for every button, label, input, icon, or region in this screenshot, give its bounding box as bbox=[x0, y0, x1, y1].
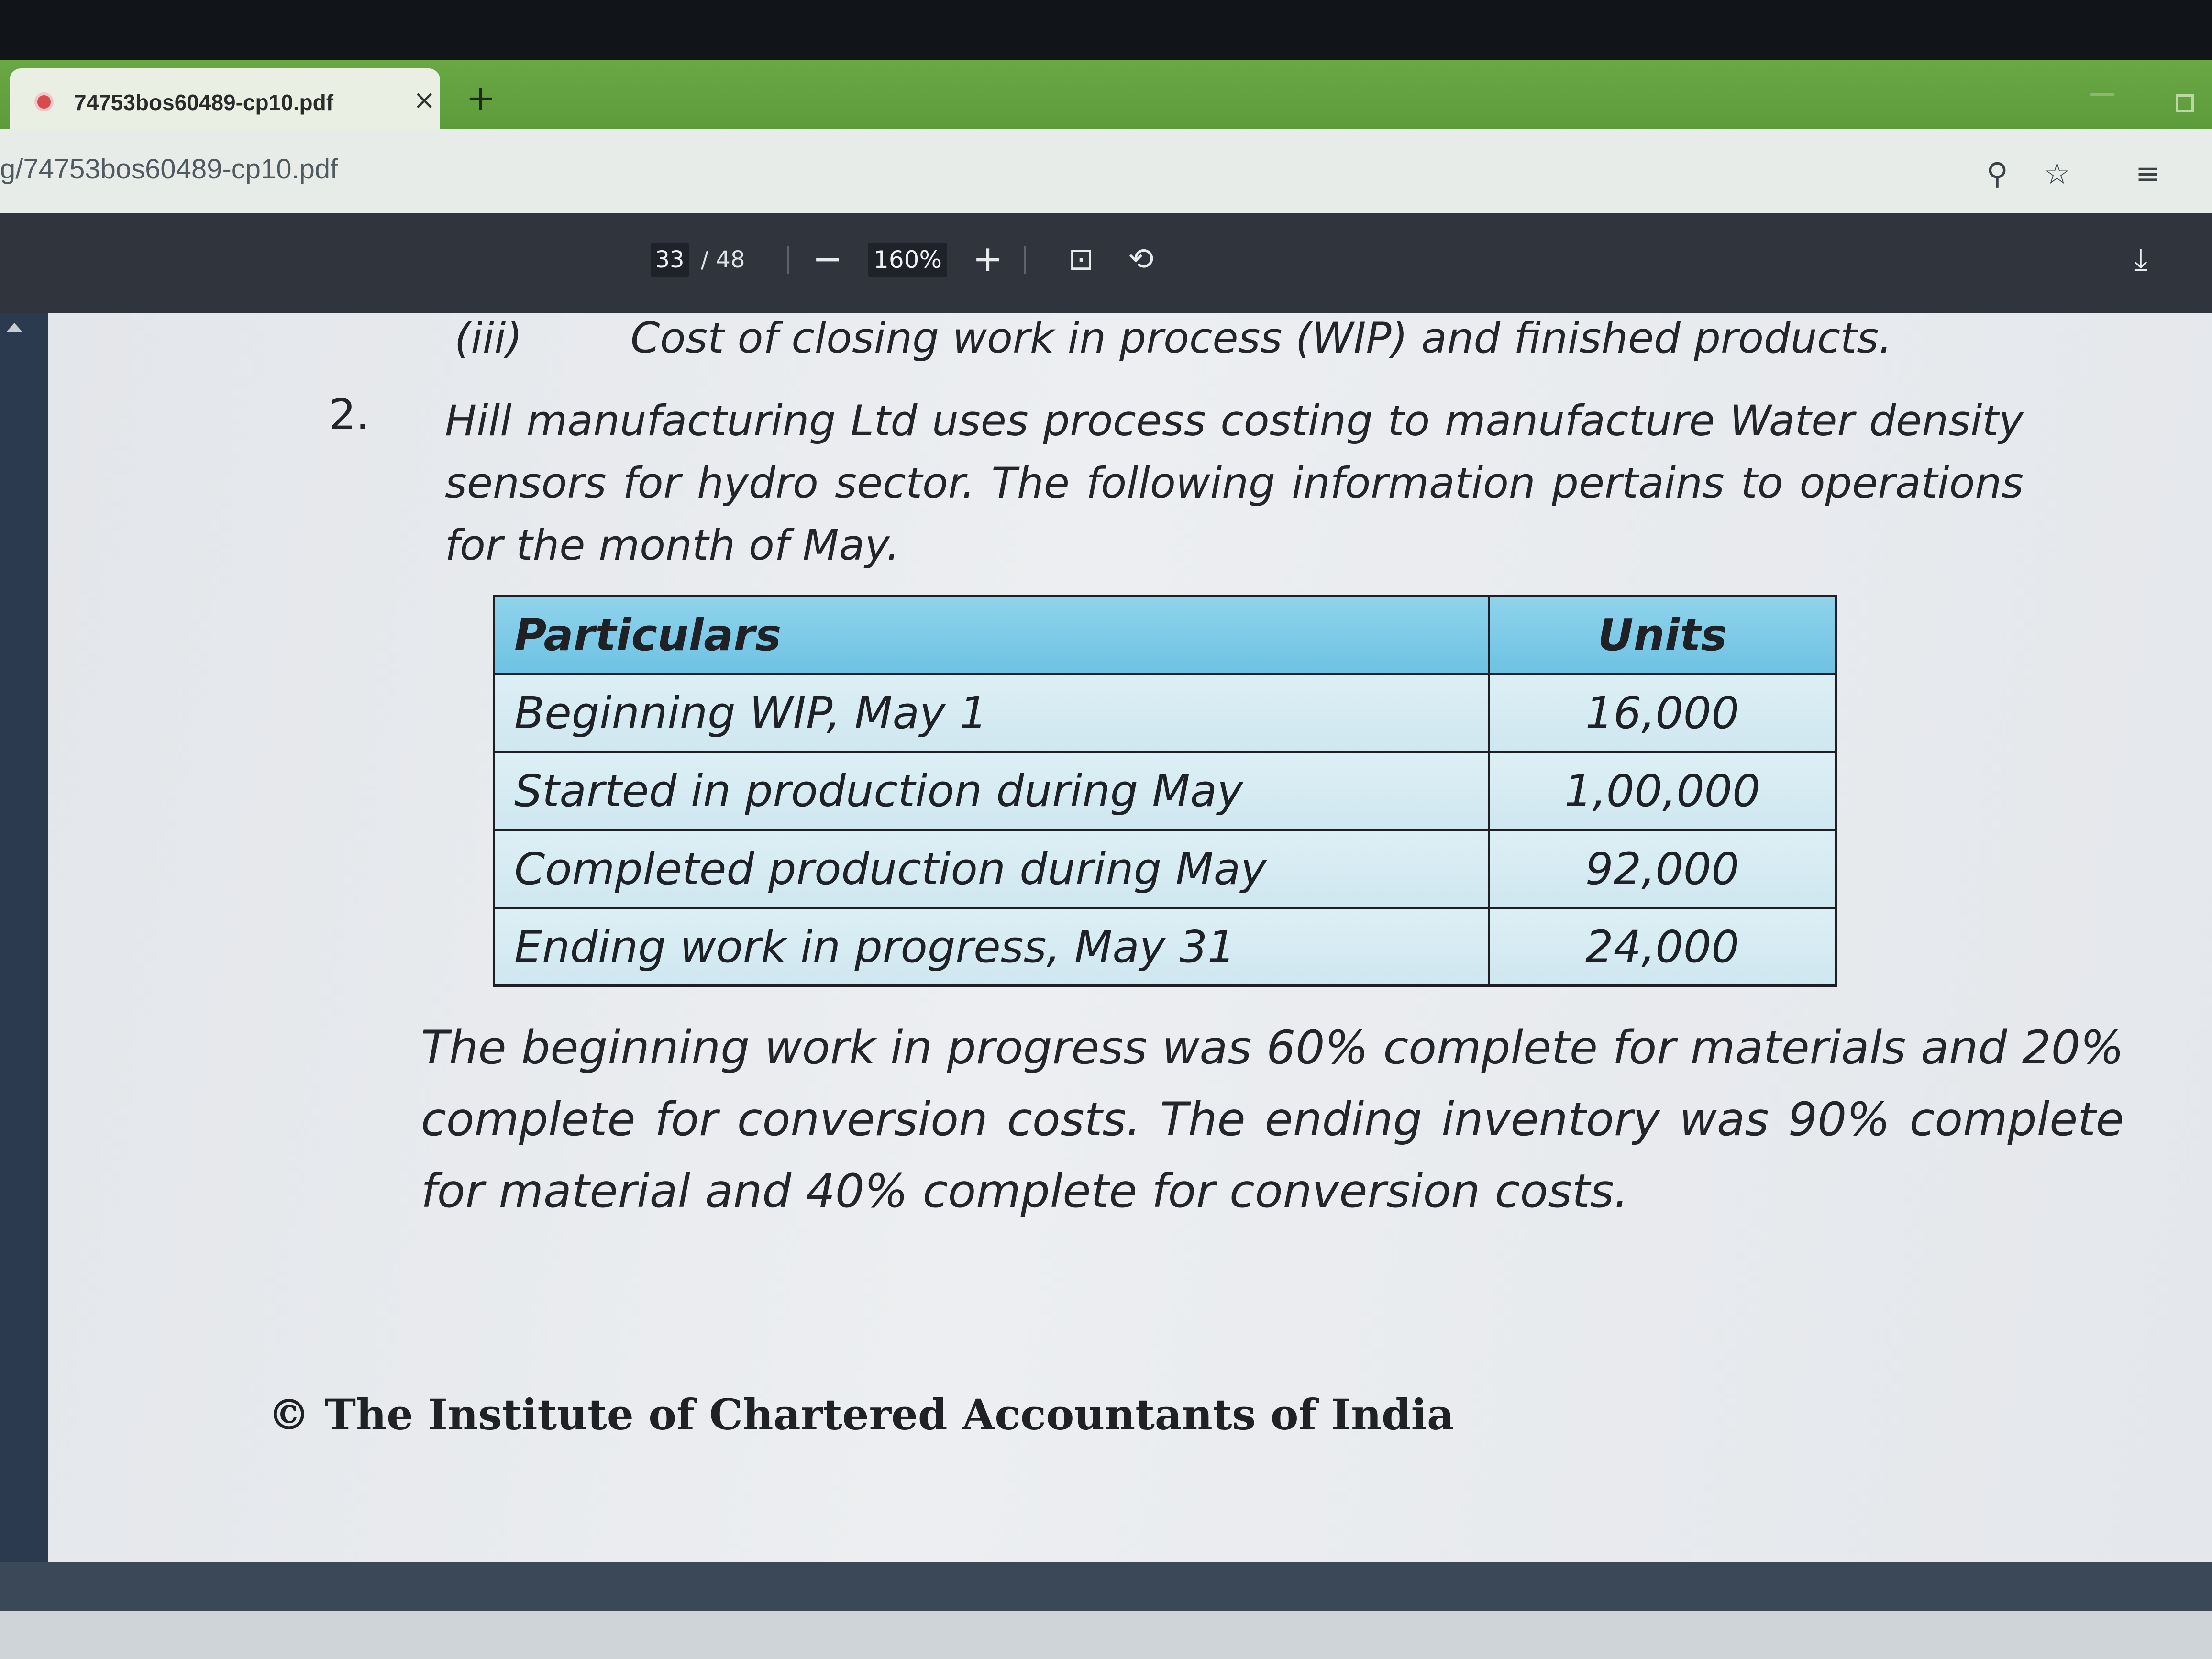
item-number: (iii) bbox=[454, 313, 523, 363]
zoom-out-button[interactable]: − bbox=[812, 237, 843, 280]
reading-list-icon[interactable]: ≡ bbox=[2135, 156, 2160, 191]
zoom-level-input[interactable]: 160% bbox=[868, 243, 947, 277]
units-cell: 92,000 bbox=[1489, 830, 1836, 908]
page-total: / 48 bbox=[701, 246, 745, 273]
table-row bbox=[494, 752, 1836, 830]
new-tab-button[interactable]: + bbox=[465, 77, 496, 119]
toolbar-divider bbox=[787, 246, 789, 274]
minimize-icon[interactable] bbox=[2090, 93, 2114, 96]
maximize-icon[interactable] bbox=[2176, 94, 2194, 112]
pdf-page bbox=[48, 313, 2212, 1562]
table-header-row bbox=[494, 596, 1836, 674]
screen-bezel bbox=[0, 0, 2212, 62]
pdf-viewer[interactable] bbox=[0, 313, 2212, 1567]
copyright-footer: © The Institute of Chartered Accountants of India bbox=[268, 1390, 1455, 1439]
pdf-toolbar bbox=[0, 213, 2212, 313]
fit-page-icon[interactable]: ⊡ bbox=[1068, 242, 1094, 277]
units-cell: 16,000 bbox=[1489, 674, 1836, 752]
particulars-cell: Started in production during May bbox=[494, 752, 1489, 830]
toolbar-divider bbox=[1024, 246, 1026, 274]
particulars-cell: Completed production during May bbox=[494, 830, 1489, 908]
address-bar bbox=[0, 129, 2212, 213]
table-row bbox=[494, 830, 1836, 908]
bookmark-star-icon[interactable]: ☆ bbox=[2044, 156, 2070, 191]
particulars-cell: Ending work in progress, May 31 bbox=[494, 908, 1489, 986]
item-text: Cost of closing work in process (WIP) and finished products. bbox=[630, 313, 1892, 363]
browser-tab[interactable] bbox=[10, 68, 440, 132]
units-table bbox=[493, 595, 1837, 987]
zoom-in-button[interactable]: + bbox=[973, 237, 1003, 280]
table-row bbox=[494, 908, 1836, 986]
units-cell: 1,00,000 bbox=[1489, 752, 1836, 830]
completion-paragraph: The beginning work in progress was 60% complete for materials and 20% complete for conversion costs. The ending inventory was 90% complete for material and 40% complete for conversion costs. bbox=[421, 1021, 2124, 1218]
question-text: Hill manufacturing Ltd uses process costing to manufacture Water density sensors for hydro sector. The following information pertains to operations for the month of May. bbox=[445, 396, 2024, 570]
scroll-up-icon[interactable] bbox=[7, 323, 22, 332]
zoom-icon[interactable]: ⚲ bbox=[1986, 156, 2008, 191]
question-number: 2. bbox=[329, 390, 369, 439]
rotate-icon[interactable]: ⟲ bbox=[1128, 242, 1154, 277]
units-cell: 24,000 bbox=[1489, 908, 1836, 986]
column-header-units: Units bbox=[1489, 596, 1836, 674]
page-number-input[interactable]: 33 bbox=[651, 243, 689, 277]
close-tab-icon[interactable]: × bbox=[413, 85, 436, 116]
tab-strip bbox=[0, 60, 2212, 132]
url-field[interactable]: g/74753bos60489-cp10.pdf bbox=[0, 154, 338, 185]
particulars-cell: Beginning WIP, May 1 bbox=[494, 674, 1489, 752]
tab-title: 74753bos60489-cp10.pdf bbox=[74, 90, 334, 115]
bottom-strip bbox=[0, 1611, 2212, 1659]
table-row bbox=[494, 674, 1836, 752]
pdf-favicon-icon bbox=[34, 92, 54, 111]
download-icon[interactable]: ⤓ bbox=[2134, 242, 2148, 277]
column-header-particulars: Particulars bbox=[494, 596, 1489, 674]
